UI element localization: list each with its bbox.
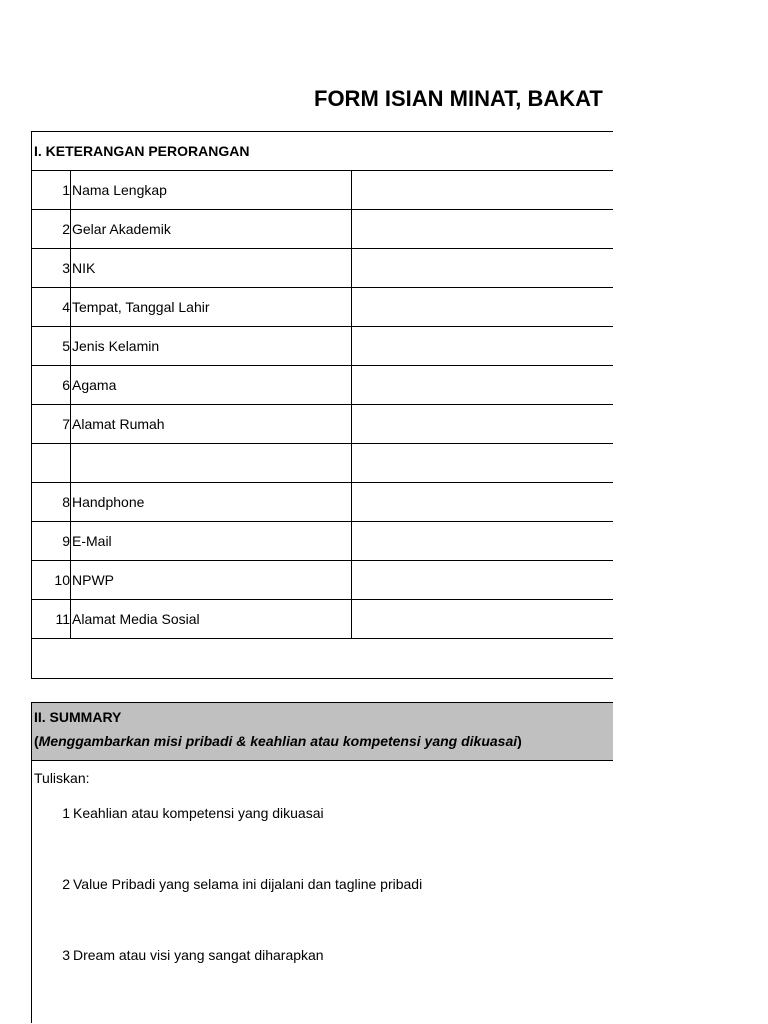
value-cell[interactable]: [351, 522, 352, 560]
field-label: Alamat Rumah: [72, 416, 165, 432]
field-label: Handphone: [72, 494, 145, 510]
row-number: 1: [32, 171, 71, 209]
subheading-open-paren: (: [34, 733, 39, 749]
summary-subheading: [34, 733, 613, 749]
item-text: Dream atau visi yang sangat diharapkan: [73, 947, 324, 963]
form-title: FORM ISIAN MINAT, BAKAT: [314, 86, 603, 111]
row-number: 7: [32, 405, 71, 443]
field-label: Alamat Media Sosial: [72, 611, 200, 627]
item-text: Keahlian atau kompetensi yang dikuasai: [73, 805, 324, 821]
row-number: 3: [32, 249, 71, 287]
table-row: [32, 561, 613, 600]
form-sheet: [31, 131, 613, 1024]
row-number: 2: [32, 210, 71, 248]
table-row: [32, 444, 613, 483]
personal-info-table: [31, 131, 613, 679]
field-label: Gelar Akademik: [72, 221, 171, 237]
value-cell[interactable]: [351, 288, 352, 326]
value-cell[interactable]: [351, 327, 352, 365]
field-label: Agama: [72, 377, 117, 393]
summary-header: [32, 703, 613, 761]
table-row: [32, 483, 613, 522]
field-label: NPWP: [72, 572, 114, 588]
field-label: NIK: [72, 260, 96, 276]
value-cell[interactable]: [351, 171, 352, 209]
section-heading-summary: II. SUMMARY: [34, 709, 122, 725]
value-cell[interactable]: [351, 366, 352, 404]
table-row: [32, 366, 613, 405]
table-row: [32, 288, 613, 327]
table-row: [32, 210, 613, 249]
row-number: 10: [32, 561, 71, 599]
value-cell[interactable]: [351, 210, 352, 248]
item-number: 2: [62, 876, 70, 892]
value-cell[interactable]: [351, 483, 352, 521]
item-number: 1: [62, 805, 70, 821]
row-number: 9: [32, 522, 71, 560]
row-number: 5: [32, 327, 71, 365]
summary-section: [31, 702, 613, 1023]
value-cell[interactable]: [351, 600, 352, 638]
table-row: [32, 171, 613, 210]
field-label: Jenis Kelamin: [72, 338, 160, 354]
value-cell[interactable]: [351, 405, 352, 443]
table-row: [32, 249, 613, 288]
value-cell[interactable]: [351, 249, 352, 287]
table-row: [32, 522, 613, 561]
table-row: [32, 327, 613, 366]
row-number: 11: [32, 600, 71, 638]
table-row: [32, 600, 613, 639]
field-label: Tempat, Tanggal Lahir: [72, 299, 210, 315]
row-number: 4: [32, 288, 71, 326]
table-row: [32, 405, 613, 444]
item-number: 3: [62, 947, 70, 963]
row-number: [32, 444, 71, 482]
field-label: Nama Lengkap: [72, 182, 167, 198]
table-row-blank: [32, 639, 613, 678]
value-cell[interactable]: [351, 561, 352, 599]
item-text: Value Pribadi yang selama ini dijalani dan tagline pribadi: [73, 876, 423, 892]
section-heading-personal: I. KETERANGAN PERORANGAN: [32, 132, 613, 171]
summary-intro: Tuliskan:: [34, 770, 90, 786]
field-label: E-Mail: [72, 533, 112, 549]
row-number: 8: [32, 483, 71, 521]
value-cell[interactable]: [351, 444, 352, 482]
subheading-close-paren: ): [517, 733, 522, 749]
subheading-text: Menggambarkan misi pribadi & keahlian atau kompetensi yang dikuasai: [38, 733, 518, 749]
row-number: 6: [32, 366, 71, 404]
